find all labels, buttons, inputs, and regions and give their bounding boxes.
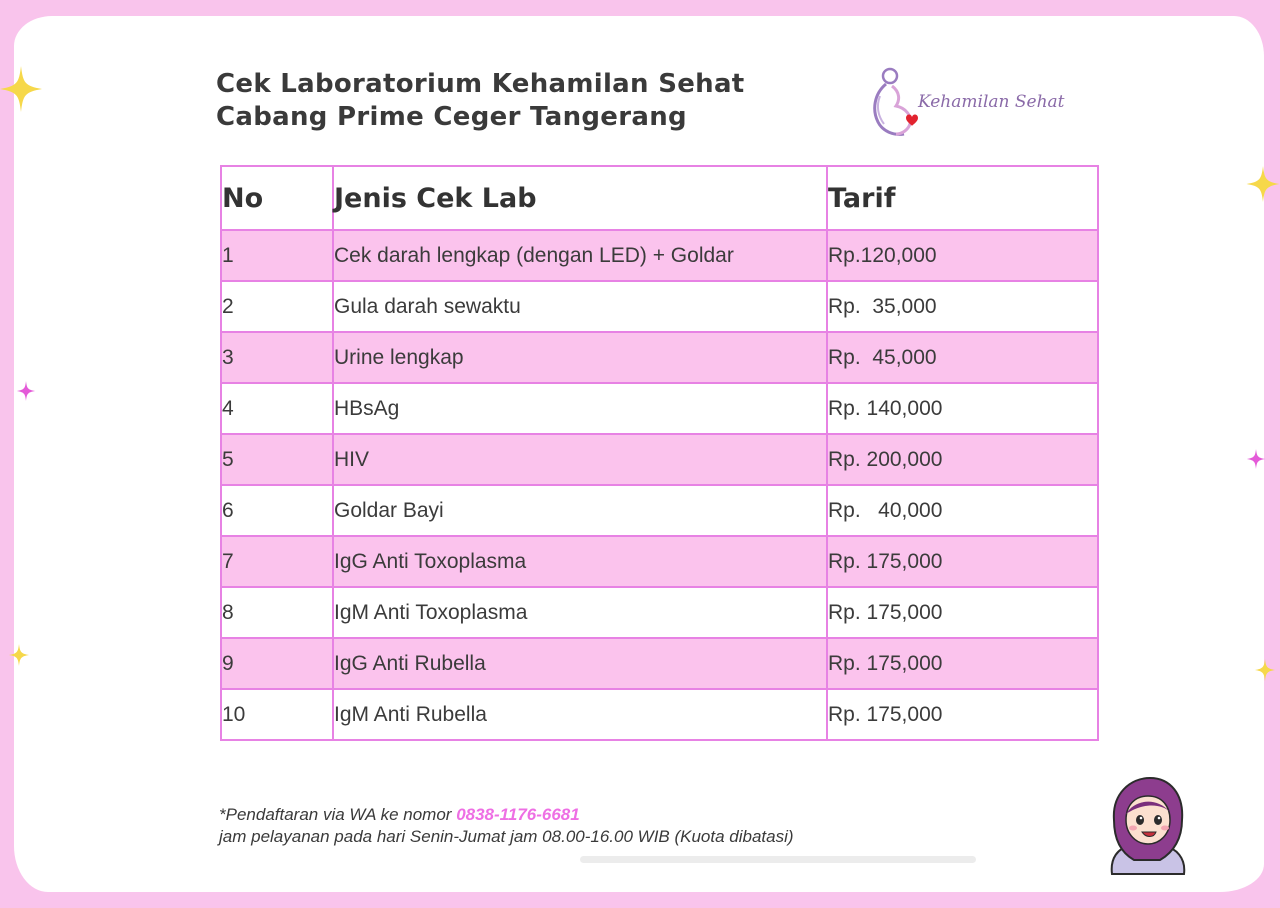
table-row bbox=[221, 332, 1098, 383]
row-jenis: IgG Anti Toxoplasma bbox=[333, 536, 827, 587]
table-row bbox=[221, 434, 1098, 485]
hijab-girl-sticker-icon bbox=[1104, 774, 1190, 878]
header-no: No bbox=[221, 166, 333, 230]
row-tarif: Rp. 40,000 bbox=[827, 485, 1098, 536]
title-line-2: Cabang Prime Ceger Tangerang bbox=[216, 102, 687, 132]
row-jenis: Urine lengkap bbox=[333, 332, 827, 383]
service-hours: jam pelayanan pada hari Senin-Jumat jam 08.00-16.00 WIB (Kuota dibatasi) bbox=[219, 827, 794, 846]
row-no: 5 bbox=[221, 434, 333, 485]
row-jenis: HBsAg bbox=[333, 383, 827, 434]
row-jenis: Gula darah sewaktu bbox=[333, 281, 827, 332]
registration-line bbox=[219, 804, 794, 826]
row-tarif: Rp. 175,000 bbox=[827, 638, 1098, 689]
row-no: 1 bbox=[221, 230, 333, 281]
sparkle-icon bbox=[1246, 449, 1266, 469]
price-table bbox=[220, 165, 1099, 741]
row-jenis: IgM Anti Toxoplasma bbox=[333, 587, 827, 638]
row-no: 2 bbox=[221, 281, 333, 332]
row-tarif: Rp. 175,000 bbox=[827, 689, 1098, 740]
header-tarif: Tarif bbox=[827, 166, 1098, 230]
row-jenis: IgG Anti Rubella bbox=[333, 638, 827, 689]
title-line-1: Cek Laboratorium Kehamilan Sehat bbox=[216, 69, 745, 99]
row-no: 3 bbox=[221, 332, 333, 383]
row-no: 7 bbox=[221, 536, 333, 587]
row-no: 4 bbox=[221, 383, 333, 434]
row-jenis: HIV bbox=[333, 434, 827, 485]
row-no: 10 bbox=[221, 689, 333, 740]
row-jenis: IgM Anti Rubella bbox=[333, 689, 827, 740]
row-jenis: Cek darah lengkap (dengan LED) + Goldar bbox=[333, 230, 827, 281]
table-row bbox=[221, 230, 1098, 281]
table-row bbox=[221, 638, 1098, 689]
row-jenis: Goldar Bayi bbox=[333, 485, 827, 536]
row-no: 8 bbox=[221, 587, 333, 638]
sparkle-icon bbox=[8, 644, 30, 666]
sparkle-icon bbox=[1246, 166, 1280, 202]
scrollbar[interactable] bbox=[580, 856, 976, 863]
row-tarif: Rp.120,000 bbox=[827, 230, 1098, 281]
table-row bbox=[221, 689, 1098, 740]
whatsapp-number-link[interactable]: 0838-1176-6681 bbox=[456, 805, 580, 824]
table-row bbox=[221, 383, 1098, 434]
table-row bbox=[221, 587, 1098, 638]
mother-silhouette-heart-icon bbox=[866, 66, 922, 142]
table-row bbox=[221, 536, 1098, 587]
row-tarif: Rp. 35,000 bbox=[827, 281, 1098, 332]
sparkle-icon bbox=[16, 381, 36, 401]
row-tarif: Rp. 45,000 bbox=[827, 332, 1098, 383]
table-row bbox=[221, 281, 1098, 332]
registration-text: *Pendaftaran via WA ke nomor bbox=[219, 805, 457, 824]
page-title bbox=[216, 68, 745, 134]
row-tarif: Rp. 200,000 bbox=[827, 434, 1098, 485]
table-row bbox=[221, 485, 1098, 536]
table-header-row bbox=[221, 166, 1098, 230]
row-no: 6 bbox=[221, 485, 333, 536]
row-tarif: Rp. 175,000 bbox=[827, 587, 1098, 638]
sparkle-icon bbox=[1254, 659, 1276, 681]
sparkle-icon bbox=[0, 66, 42, 112]
row-tarif: Rp. 175,000 bbox=[827, 536, 1098, 587]
row-tarif: Rp. 140,000 bbox=[827, 383, 1098, 434]
header-jenis: Jenis Cek Lab bbox=[333, 166, 827, 230]
footnote bbox=[219, 804, 794, 848]
logo-text: Kehamilan Sehat bbox=[918, 92, 1065, 112]
row-no: 9 bbox=[221, 638, 333, 689]
brand-logo bbox=[866, 66, 1066, 142]
